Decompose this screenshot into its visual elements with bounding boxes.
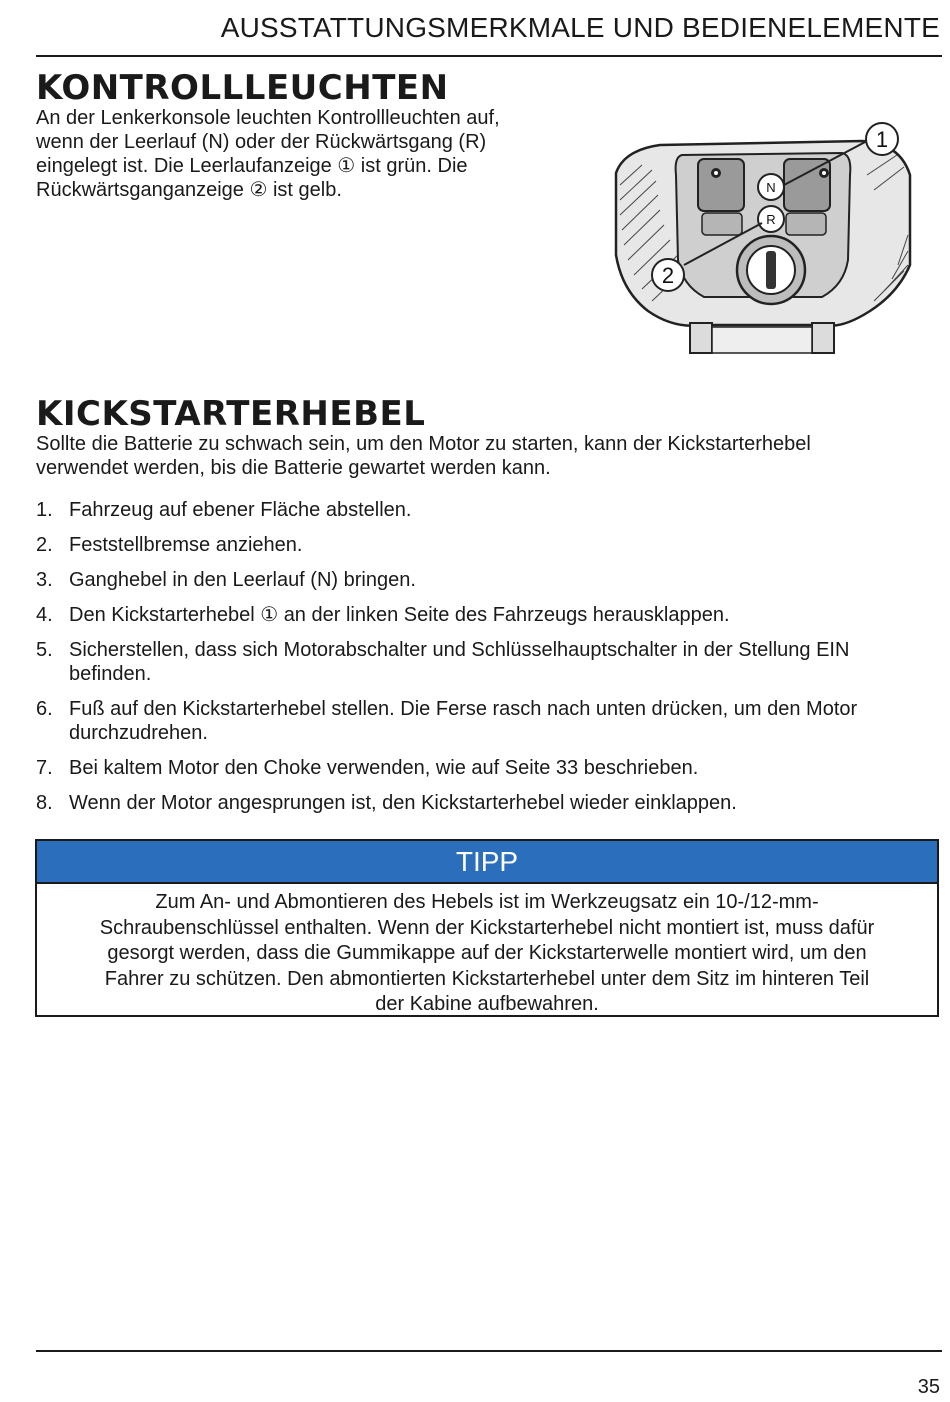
kickstarterhebel-intro [36, 432, 936, 480]
kontrollleuchten-paragraph [36, 106, 596, 202]
step-number: 3. [36, 569, 53, 591]
step-text: Feststellbremse anziehen. [69, 534, 303, 556]
list-item [36, 603, 926, 627]
page-number: 35 [917, 1376, 940, 1398]
tip-line: Zum An- und Abmontieren des Hebels ist im Werkzeugsatz ein 10-/12-mm- [155, 891, 819, 913]
step-text: Sicherstellen, dass sich Motorabschalter und Schlüsselhauptschalter in der Stellung EIN befinden. [69, 639, 850, 685]
step-text: Wenn der Motor angesprungen ist, den Kickstarterhebel wieder einklappen. [69, 792, 737, 814]
paragraph-line: verwendet werden, bis die Batterie gewartet werden kann. [36, 457, 551, 479]
tip-line: Schraubenschlüssel enthalten. Wenn der Kickstarterhebel nicht montiert ist, muss dafür [99, 916, 875, 939]
paragraph-line: An der Lenkerkonsole leuchten Kontrollleuchten auf, [36, 107, 500, 129]
kickstart-steps-list [36, 498, 926, 815]
tip-line: Fahrer zu schützen. Den abmontierten Kickstarterhebel unter dem Sitz im hinteren Teil [104, 967, 870, 990]
header-divider [36, 55, 942, 57]
step-text: Fuß auf den Kickstarterhebel stellen. Die Ferse rasch nach unten drücken, um den Motor durchzudrehen. [69, 698, 858, 744]
running-header: AUSSTATTUNGSMERKMALE UND BEDIENELEMENTE [220, 12, 940, 43]
paragraph-line: wenn der Leerlauf (N) oder der Rückwärtsgang (R) [36, 131, 487, 153]
list-item [36, 568, 926, 592]
footer-divider [36, 1350, 942, 1352]
list-item [36, 498, 926, 522]
section-heading-kickstarterhebel: KICKSTARTERHEBEL [36, 394, 426, 434]
list-item [36, 756, 926, 780]
step-text: Bei kaltem Motor den Choke verwenden, wie auf Seite 33 beschrieben. [69, 757, 699, 779]
paragraph-line: eingelegt ist. Die Leerlaufanzeige ① ist grün. Die [36, 155, 468, 177]
list-item [36, 791, 926, 815]
step-text: Den Kickstarterhebel ① an der linken Seite des Fahrzeugs herausklappen. [69, 604, 730, 626]
tip-box [35, 839, 939, 1017]
step-number: 1. [36, 499, 53, 521]
list-item [36, 533, 926, 557]
neutral-indicator-label: N [766, 180, 776, 195]
step-text: Ganghebel in den Leerlauf (N) bringen. [69, 569, 416, 591]
step-number: 8. [36, 792, 53, 814]
tip-line: gesorgt werden, dass die Gummikappe auf der Kickstarterwelle montiert wird, um den [107, 942, 867, 964]
tip-header: TIPP [37, 841, 937, 884]
tip-line: der Kabine aufbewahren. [375, 993, 599, 1015]
step-number: 2. [36, 534, 53, 556]
reverse-indicator-label: R [766, 212, 776, 227]
step-text: Fahrzeug auf ebener Fläche abstellen. [69, 499, 412, 521]
paragraph-line: Sollte die Batterie zu schwach sein, um den Motor zu starten, kann der Kickstarterhebel [36, 433, 811, 455]
callout-2: 2 [661, 263, 675, 288]
step-number: 4. [36, 604, 53, 626]
paragraph-line: Rückwärtsganganzeige ② ist gelb. [36, 179, 342, 201]
tip-body [37, 884, 937, 1018]
section-heading-kontrollleuchten: KONTROLLLEUCHTEN [36, 68, 449, 108]
list-item [36, 697, 926, 745]
indicator-lights-illustration [612, 115, 912, 360]
callout-1: 1 [875, 127, 889, 152]
step-number: 6. [36, 698, 53, 720]
step-number: 5. [36, 639, 53, 661]
list-item [36, 638, 926, 686]
step-number: 7. [36, 757, 53, 779]
